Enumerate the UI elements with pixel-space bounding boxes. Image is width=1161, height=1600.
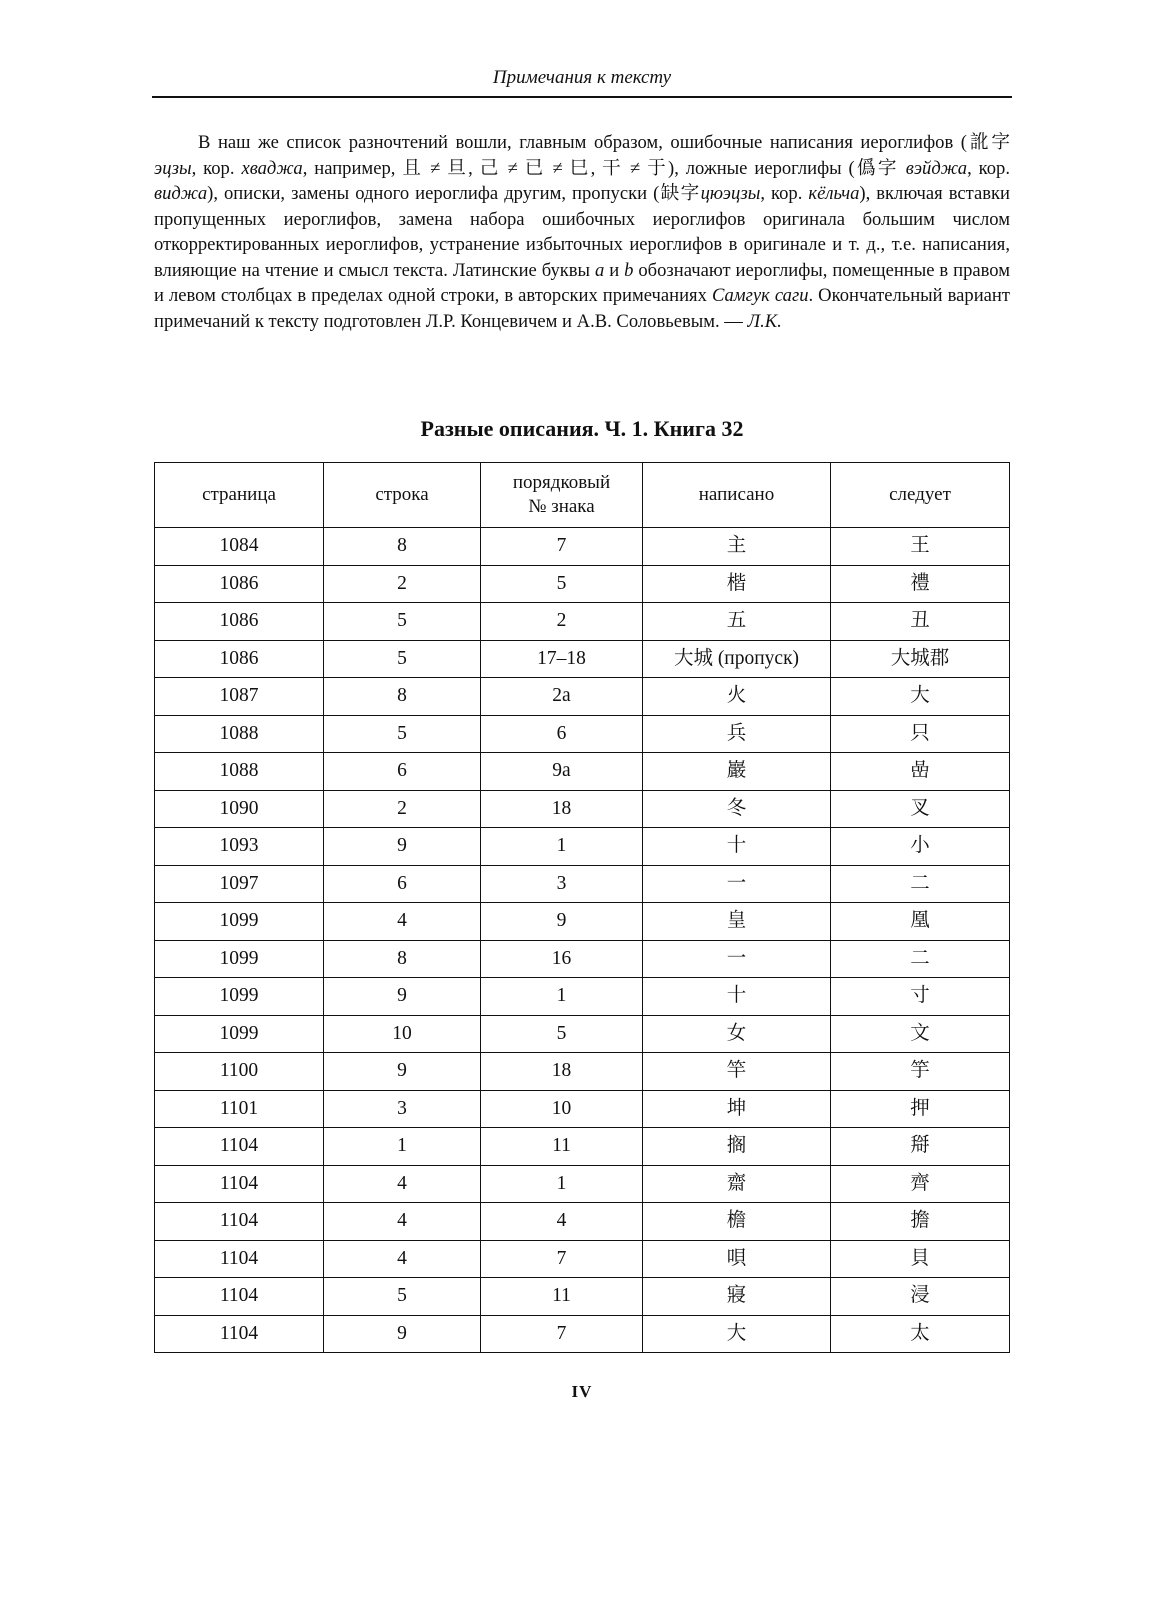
- cell-ordinal: 7: [481, 1240, 643, 1278]
- cell-line: 4: [324, 1240, 481, 1278]
- cell-page: 1104: [155, 1128, 324, 1166]
- table-header-row: [155, 463, 1010, 528]
- cell-ordinal: 18: [481, 790, 643, 828]
- cell-should-be: 齊: [831, 1165, 1010, 1203]
- cell-page: 1093: [155, 828, 324, 866]
- cell-written: 坤: [643, 1090, 831, 1128]
- cell-page: 1090: [155, 790, 324, 828]
- intro-term: a: [595, 259, 605, 281]
- intro-paragraph: [154, 130, 1010, 334]
- intro-text: ), описки, замены одного иероглифа другим, пропуски (缺字: [207, 183, 701, 204]
- table-row: [155, 940, 1010, 978]
- cell-page: 1086: [155, 565, 324, 603]
- cell-line: 4: [324, 903, 481, 941]
- header-rule: [152, 96, 1012, 98]
- cell-should-be: 寸: [831, 978, 1010, 1016]
- cell-ordinal: 1: [481, 1165, 643, 1203]
- cell-should-be: 貝: [831, 1240, 1010, 1278]
- table-row: [155, 1240, 1010, 1278]
- cell-written: 五: [643, 603, 831, 641]
- table-row: [155, 565, 1010, 603]
- table-body: [155, 528, 1010, 1353]
- intro-text: и: [604, 259, 625, 281]
- cell-page: 1097: [155, 865, 324, 903]
- cell-should-be: 大: [831, 678, 1010, 716]
- cell-line: 6: [324, 865, 481, 903]
- header-ordinal-line1: порядковый: [512, 472, 611, 493]
- cell-line: 4: [324, 1165, 481, 1203]
- intro-text: , кор.: [967, 157, 1010, 179]
- cell-ordinal: 16: [481, 940, 643, 978]
- intro-term: кёльча: [808, 183, 860, 204]
- cell-ordinal: 7: [481, 528, 643, 566]
- cell-should-be: 只: [831, 715, 1010, 753]
- table-row: [155, 978, 1010, 1016]
- intro-text: , кор.: [191, 157, 242, 179]
- cell-written: 大: [643, 1315, 831, 1353]
- cell-should-be: 凰: [831, 903, 1010, 941]
- page-number: IV: [571, 1382, 593, 1401]
- cell-written: 楷: [643, 565, 831, 603]
- cell-line: 4: [324, 1203, 481, 1241]
- intro-term: цюэцзы: [700, 183, 761, 204]
- table-row: [155, 790, 1010, 828]
- cell-should-be: 王: [831, 528, 1010, 566]
- header-line: строка: [324, 463, 481, 528]
- cell-page: 1104: [155, 1203, 324, 1241]
- intro-term: вэйджа: [905, 157, 968, 179]
- cell-ordinal: 3: [481, 865, 643, 903]
- intro-text: В наш же список разночтений вошли, главным образом, ошибочные написания иероглифов (訛字: [198, 132, 1010, 153]
- table-row: [155, 1278, 1010, 1316]
- cell-ordinal: 1: [481, 978, 643, 1016]
- cell-ordinal: 6: [481, 715, 643, 753]
- cell-should-be: 禮: [831, 565, 1010, 603]
- cell-written: 冬: [643, 790, 831, 828]
- table-row: [155, 715, 1010, 753]
- cell-ordinal: 2a: [481, 678, 643, 716]
- table-title: Разные описания. Ч. 1. Книга 32: [420, 416, 744, 441]
- cell-line: 3: [324, 1090, 481, 1128]
- cell-line: 10: [324, 1015, 481, 1053]
- intro-term: Л.К.: [747, 310, 782, 332]
- table-row: [155, 1053, 1010, 1091]
- intro-term: b: [624, 259, 634, 281]
- cell-should-be: 太: [831, 1315, 1010, 1353]
- cell-ordinal: 9a: [481, 753, 643, 791]
- table-row: [155, 1090, 1010, 1128]
- cell-ordinal: 9: [481, 903, 643, 941]
- cell-page: 1104: [155, 1165, 324, 1203]
- cell-ordinal: 11: [481, 1128, 643, 1166]
- cell-line: 9: [324, 978, 481, 1016]
- table-row: [155, 1315, 1010, 1353]
- cell-line: 5: [324, 640, 481, 678]
- cell-written: 女: [643, 1015, 831, 1053]
- cell-written: 大城 (пропуск): [643, 640, 831, 678]
- cell-ordinal: 4: [481, 1203, 643, 1241]
- intro-term: виджа: [154, 183, 208, 204]
- intro-text: ), включая вставки пропущенных иероглифов, замена набора ошибочных иероглифов оригинала большим числом откорректированных иероглифов, устранение избыточных иероглифов в оригинале и т. д., т.е. написания, влияющие на чтение и смысл текста. Латинские буквы: [154, 183, 1010, 281]
- header-page: страница: [155, 463, 324, 528]
- cell-ordinal: 11: [481, 1278, 643, 1316]
- table-row: [155, 1165, 1010, 1203]
- cell-line: 5: [324, 603, 481, 641]
- cell-written: 皇: [643, 903, 831, 941]
- cell-should-be: 嵒: [831, 753, 1010, 791]
- cell-should-be: 二: [831, 865, 1010, 903]
- header-ordinal: [481, 463, 643, 528]
- intro-term: хваджа: [241, 157, 303, 179]
- intro-text: , кор.: [760, 183, 809, 204]
- table-row: [155, 528, 1010, 566]
- cell-should-be: 浸: [831, 1278, 1010, 1316]
- cell-page: 1084: [155, 528, 324, 566]
- intro-text: , например, 且 ≠ 旦, 己 ≠ 已 ≠ 巳, 干 ≠ 于), ложные иероглифы (僞字: [302, 157, 906, 179]
- table-row: [155, 828, 1010, 866]
- table-row: [155, 903, 1010, 941]
- intro-text: обозначают иероглифы, помещенные в правом и левом столбцах в пределах одной строки, в авторских примечаниях: [154, 259, 1010, 306]
- cell-page: 1088: [155, 715, 324, 753]
- cell-written: 一: [643, 940, 831, 978]
- cell-line: 8: [324, 940, 481, 978]
- cell-written: 十: [643, 828, 831, 866]
- table-row: [155, 1015, 1010, 1053]
- table-row: [155, 1128, 1010, 1166]
- cell-line: 2: [324, 790, 481, 828]
- cell-page: 1101: [155, 1090, 324, 1128]
- table-row: [155, 603, 1010, 641]
- cell-written: 火: [643, 678, 831, 716]
- cell-line: 5: [324, 1278, 481, 1316]
- cell-written: 巖: [643, 753, 831, 791]
- header-ordinal-line2: № знака: [528, 496, 595, 517]
- cell-ordinal: 10: [481, 1090, 643, 1128]
- running-head: Примечания к тексту: [492, 67, 672, 88]
- cell-line: 9: [324, 1053, 481, 1091]
- cell-page: 1099: [155, 1015, 324, 1053]
- variants-table-container: [154, 462, 1009, 1353]
- cell-page: 1099: [155, 978, 324, 1016]
- header-should-be: следует: [831, 463, 1010, 528]
- cell-page: 1087: [155, 678, 324, 716]
- cell-line: 5: [324, 715, 481, 753]
- variants-table: [154, 462, 1010, 1353]
- cell-ordinal: 5: [481, 565, 643, 603]
- cell-ordinal: 2: [481, 603, 643, 641]
- cell-page: 1086: [155, 603, 324, 641]
- cell-should-be: 大城郡: [831, 640, 1010, 678]
- table-row: [155, 865, 1010, 903]
- intro-term: эцзы: [154, 157, 192, 179]
- cell-ordinal: 1: [481, 828, 643, 866]
- header-written: написано: [643, 463, 831, 528]
- cell-ordinal: 18: [481, 1053, 643, 1091]
- cell-written: 搁: [643, 1128, 831, 1166]
- table-row: [155, 753, 1010, 791]
- cell-written: 唄: [643, 1240, 831, 1278]
- cell-page: 1100: [155, 1053, 324, 1091]
- cell-line: 9: [324, 828, 481, 866]
- intro-text: . Окончательный вариант примечаний к тексту подготовлен Л.Р. Концевичем и А.В. Соловьевым. —: [154, 285, 1011, 332]
- cell-ordinal: 7: [481, 1315, 643, 1353]
- cell-line: 2: [324, 565, 481, 603]
- table-row: [155, 1203, 1010, 1241]
- cell-page: 1088: [155, 753, 324, 791]
- cell-should-be: 小: [831, 828, 1010, 866]
- cell-written: 一: [643, 865, 831, 903]
- cell-written: 寢: [643, 1278, 831, 1316]
- cell-page: 1104: [155, 1315, 324, 1353]
- cell-should-be: 押: [831, 1090, 1010, 1128]
- cell-written: 齋: [643, 1165, 831, 1203]
- cell-should-be: 文: [831, 1015, 1010, 1053]
- table-row: [155, 640, 1010, 678]
- cell-page: 1099: [155, 940, 324, 978]
- cell-page: 1086: [155, 640, 324, 678]
- cell-line: 6: [324, 753, 481, 791]
- cell-line: 8: [324, 678, 481, 716]
- cell-should-be: 丑: [831, 603, 1010, 641]
- cell-written: 竿: [643, 1053, 831, 1091]
- cell-page: 1104: [155, 1240, 324, 1278]
- cell-written: 主: [643, 528, 831, 566]
- cell-should-be: 叉: [831, 790, 1010, 828]
- cell-ordinal: 5: [481, 1015, 643, 1053]
- cell-line: 1: [324, 1128, 481, 1166]
- cell-should-be: 竽: [831, 1053, 1010, 1091]
- cell-page: 1104: [155, 1278, 324, 1316]
- cell-page: 1099: [155, 903, 324, 941]
- cell-written: 兵: [643, 715, 831, 753]
- table-row: [155, 678, 1010, 716]
- cell-should-be: 擔: [831, 1203, 1010, 1241]
- cell-line: 8: [324, 528, 481, 566]
- cell-line: 9: [324, 1315, 481, 1353]
- intro-term: Самгук саги: [711, 285, 809, 306]
- cell-should-be: 搿: [831, 1128, 1010, 1166]
- cell-written: 十: [643, 978, 831, 1016]
- cell-ordinal: 17–18: [481, 640, 643, 678]
- cell-written: 檐: [643, 1203, 831, 1241]
- cell-should-be: 二: [831, 940, 1010, 978]
